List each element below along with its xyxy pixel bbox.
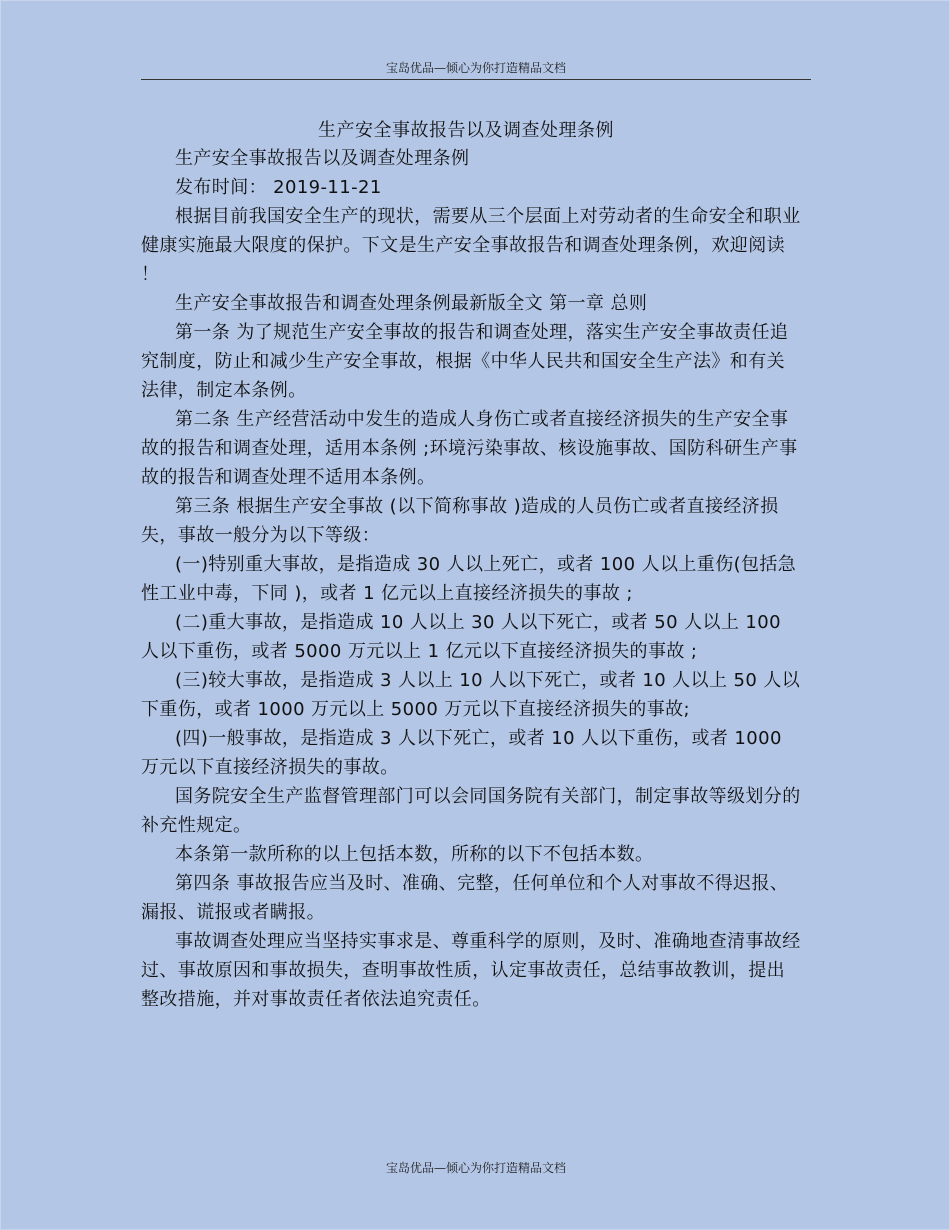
page-footer: 宝岛优品—倾心为你打造精品文档	[385, 1161, 566, 1175]
paragraph: 第四条 事故报告应当及时、准确、完整，任何单位和个人对事故不得迟报、漏报、谎报或者瞒报。	[141, 873, 789, 923]
document-title: 生产安全事故报告以及调查处理条例	[318, 120, 614, 141]
paragraph: 生产安全事故报告和调查处理条例最新版全文 第一章 总则	[175, 293, 648, 314]
paragraph: 第三条 根据生产安全事故 (以下简称事故 )造成的人员伤亡或者直接经济损失，事故一般分为以下等级：	[141, 496, 779, 546]
paragraph: (二)重大事故，是指造成 10 人以上 30 人以下死亡，或者 50 人以上 100 人以下重伤，或者 5000 万元以上 1 亿元以下直接经济损失的事故 ;	[141, 612, 781, 662]
paragraph: 第一条 为了规范生产安全事故的报告和调查处理，落实生产安全事故责任追究制度，防止和减少生产安全事故，根据《中华人民共和国安全生产法》和有关法律，制定本条例。	[141, 322, 789, 401]
page-header: 宝岛优品—倾心为你打造精品文档	[385, 61, 566, 75]
paragraph: 事故调查处理应当坚持实事求是、尊重科学的原则，及时、准确地查清事故经过、事故原因和事故损失，查明事故性质，认定事故责任，总结事故教训，提出整改措施，并对事故责任者依法追究责任。	[141, 931, 801, 1010]
paragraph: 生产安全事故报告以及调查处理条例	[175, 148, 470, 169]
paragraph: 本条第一款所称的以上包括本数，所称的以下不包括本数。	[175, 844, 654, 865]
paragraph: (四)一般事故，是指造成 3 人以下死亡，或者 10 人以下重伤，或者 1000 万元以下直接经济损失的事故。	[141, 728, 782, 778]
paragraph: 国务院安全生产监督管理部门可以会同国务院有关部门，制定事故等级划分的补充性规定。	[141, 786, 801, 836]
paragraph: (一)特别重大事故，是指造成 30 人以上死亡，或者 100 人以上重伤(包括急性工业中毒，下同 )，或者 1 亿元以上直接经济损失的事故 ;	[141, 554, 797, 604]
paragraph: (三)较大事故，是指造成 3 人以上 10 人以下死亡，或者 10 人以上 50 人以下重伤，或者 1000 万元以上 5000 万元以下直接经济损失的事故;	[141, 670, 801, 720]
header-divider	[141, 79, 811, 80]
document-body	[141, 144, 801, 1014]
paragraph: 第二条 生产经营活动中发生的造成人身伤亡或者直接经济损失的生产安全事故的报告和调查处理，适用本条例 ;环境污染事故、核设施事故、国防科研生产事故的报告和调查处理不适用本条例。	[141, 409, 798, 488]
paragraph: 发布时间： 2019-11-21	[175, 177, 382, 198]
paragraph: 根据目前我国安全生产的现状，需要从三个层面上对劳动者的生命安全和职业健康实施最大限度的保护。下文是生产安全事故报告和调查处理条例，欢迎阅读 ！	[141, 206, 801, 285]
